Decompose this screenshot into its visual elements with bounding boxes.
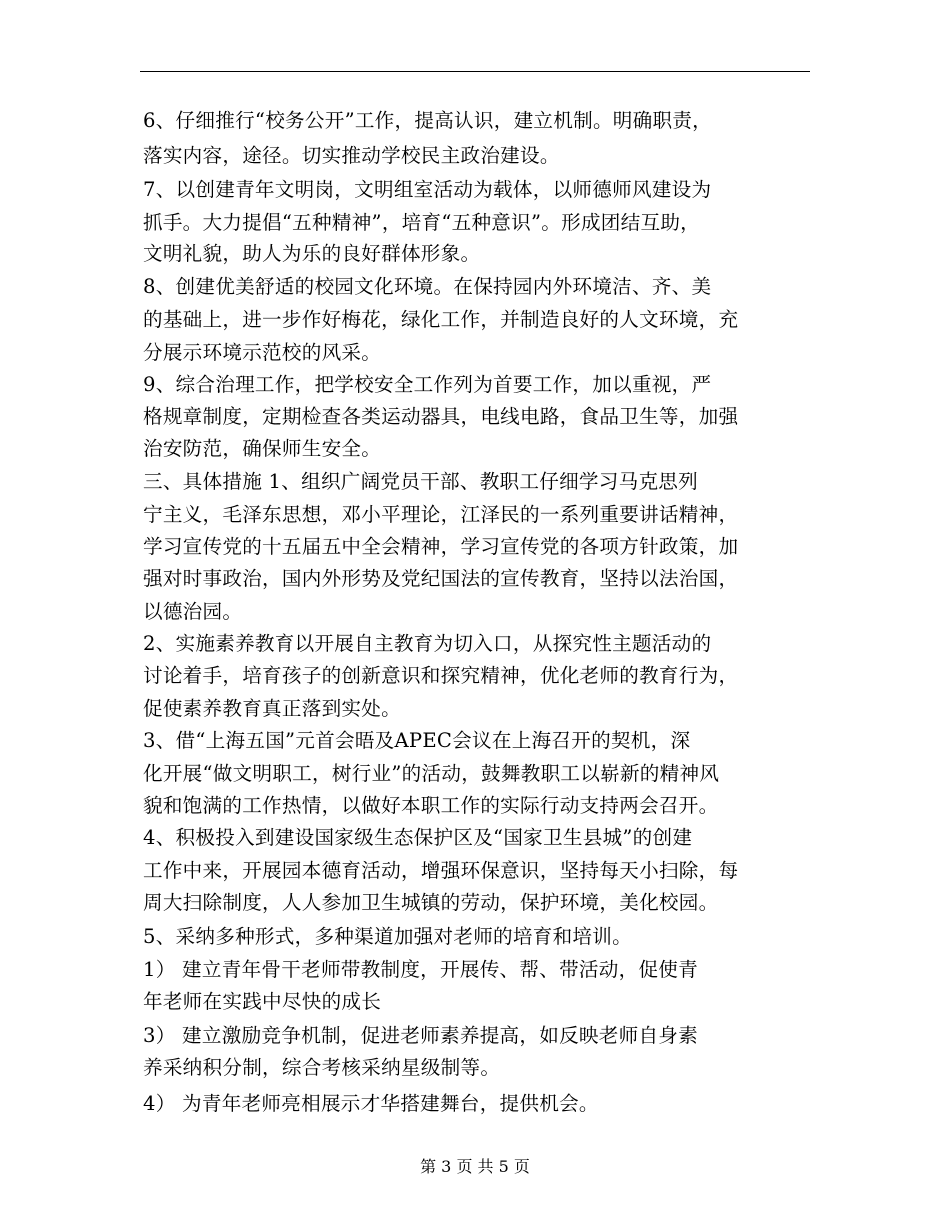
text-line: 促使素养教育真正落到实处。 <box>143 697 401 720</box>
text-line: 4） 为青年老师亮相展示才华搭建舞台，提供机会。 <box>143 1092 599 1115</box>
text-line: 分展示环境示范校的风采。 <box>143 341 382 364</box>
text-line: 周大扫除制度，人人参加卫生城镇的劳动，保护环境，美化校园。 <box>143 891 719 914</box>
text-line: 2、实施素养教育以开展自主教育为切入口，从探究性主题活动的 <box>143 632 712 655</box>
text-line: 7、以创建青年文明岗，文明组室活动为载体，以师德师风建设为 <box>143 178 712 201</box>
header-divider <box>140 71 810 72</box>
text-line: 三、具体措施 1、组织广阔党员干部、教职工仔细学习马克思列 <box>143 470 698 493</box>
text-line: 学习宣传党的十五届五中全会精神，学习宣传党的各项方针政策，加 <box>143 535 739 558</box>
text-line: 3、借“上海五国”元首会晤及APEC会议在上海召开的契机，深 <box>143 729 691 752</box>
text-line: 格规章制度，定期检查各类运动器具，电线电路，食品卫生等，加强 <box>143 405 739 428</box>
text-line: 宁主义，毛泽东思想，邓小平理论，江泽民的一系列重要讲话精神， <box>143 503 739 526</box>
text-line: 年老师在实践中尽快的成长 <box>143 990 382 1013</box>
text-line: 养采纳积分制，综合考核采纳星级制等。 <box>143 1056 501 1079</box>
text-line: 5、采纳多种形式，多种渠道加强对老师的培育和培训。 <box>143 925 632 948</box>
text-line: 8、创建优美舒适的校园文化环境。在保持园内外环境洁、齐、美 <box>143 275 712 298</box>
text-line: 1） 建立青年骨干老师带教制度，开展传、帮、带活动，促使青 <box>143 958 698 981</box>
text-line: 文明礼貌，助人为乐的良好群体形象。 <box>143 242 481 265</box>
text-line: 化开展“做文明职工，树行业”的活动，鼓舞教职工以崭新的精神风 <box>143 762 720 785</box>
text-line: 9、综合治理工作，把学校安全工作列为首要工作，加以重视，严 <box>143 373 712 396</box>
text-line: 3） 建立激励竞争机制，促进老师素养提高，如反映老师自身素 <box>143 1024 698 1047</box>
text-line: 落实内容，途径。切实推动学校民主政治建设。 <box>143 144 560 167</box>
text-line: 强对时事政治，国内外形势及党纪国法的宣传教育，坚持以法治国， <box>143 567 739 590</box>
text-line: 的基础上，进一步作好梅花，绿化工作，并制造良好的人文环境，充 <box>143 308 739 331</box>
text-line: 6、仔细推行“校务公开”工作，提高认识，建立机制。明确职责， <box>143 109 713 132</box>
text-line: 工作中来，开展园本德育活动，增强环保意识，坚持每天小扫除，每 <box>143 859 739 882</box>
text-line: 以德治园。 <box>143 600 243 623</box>
text-line: 讨论着手，培育孩子的创新意识和探究精神，优化老师的教育行为， <box>143 664 739 687</box>
text-line: 抓手。大力提倡“五种精神”，培育“五种意识”。形成团结互助， <box>143 211 701 234</box>
page-number: 第 3 页 共 5 页 <box>420 1157 530 1176</box>
text-line: 貌和饱满的工作热情，以做好本职工作的实际行动支持两会召开。 <box>143 794 719 817</box>
text-line: 治安防范，确保师生安全。 <box>143 437 382 460</box>
text-line: 4、积极投入到建设国家级生态保护区及“国家卫生县城”的创建 <box>143 826 693 849</box>
